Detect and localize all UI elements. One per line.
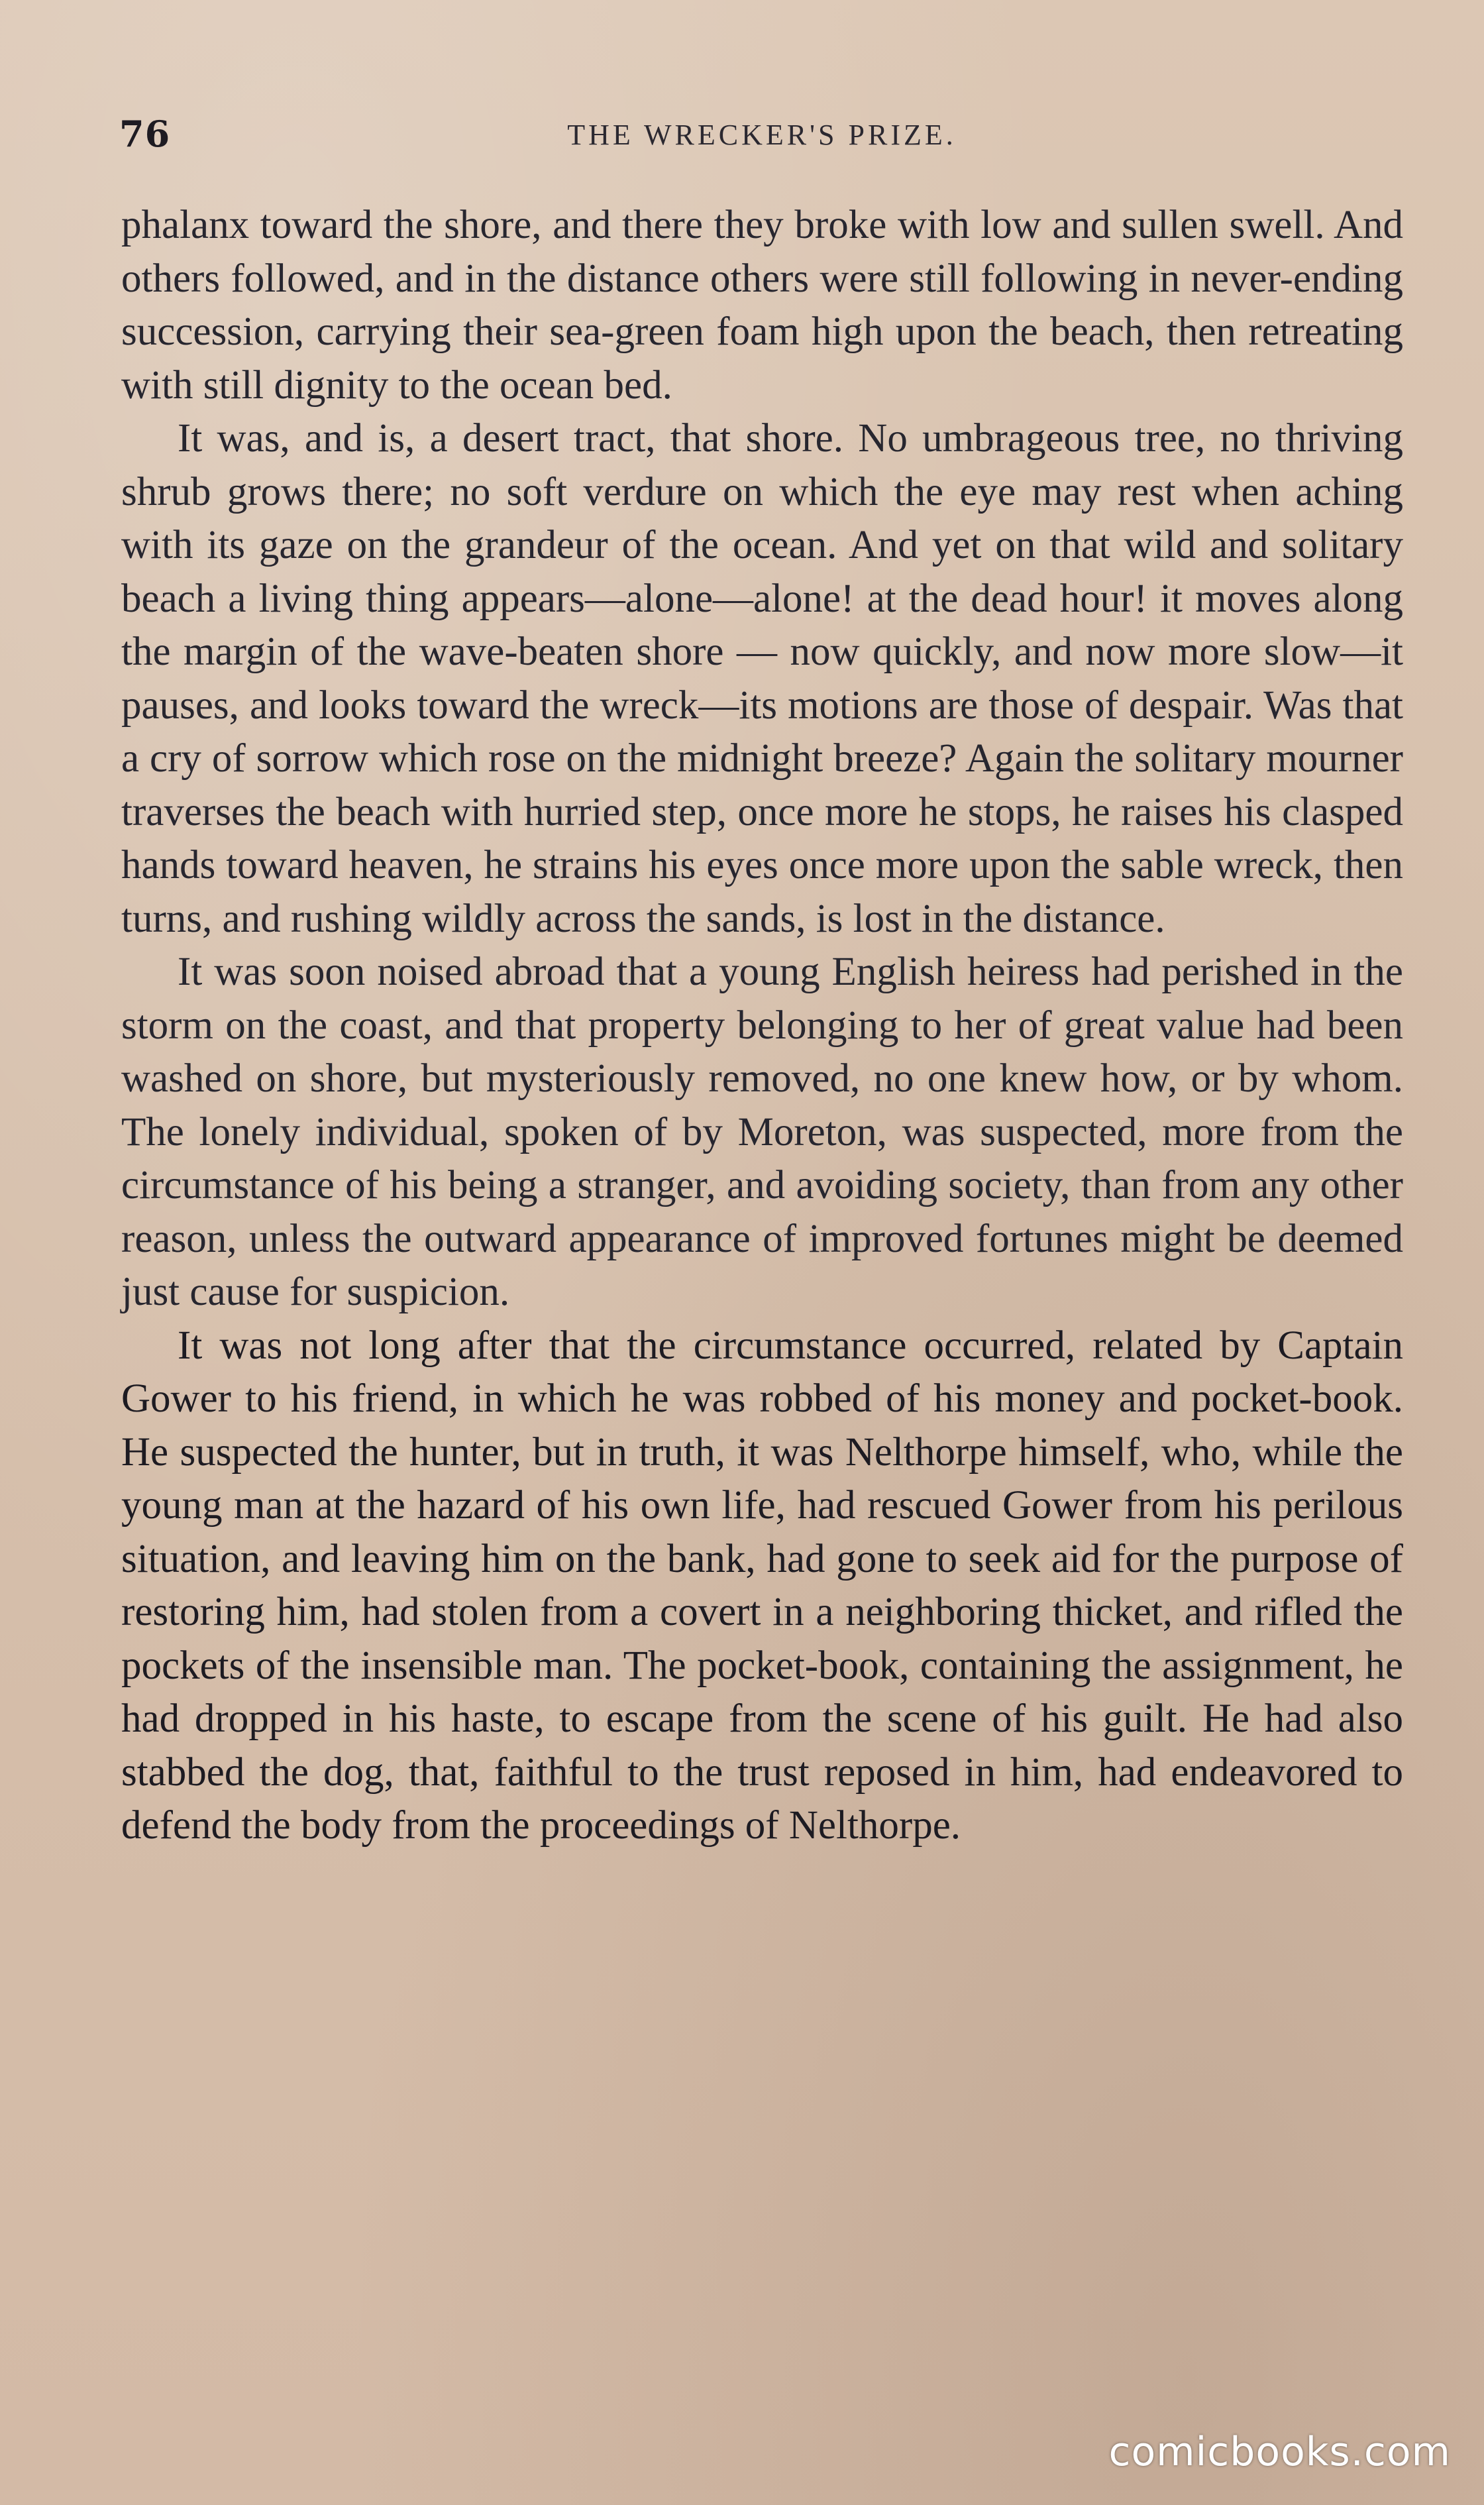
paragraph-desert-tract: It was, and is, a desert tract, that shore. No umbrageous tree, no thriving shrub grows there; no soft verdure on which the eye may rest when aching with its gaze on the grandeur of the ocean. And yet on that wild and solitary beach a living thing appears—alone—alone! at the dead hour! it moves along the margin of the wave-beaten shore — now quickly, and now more slow—it pauses, and looks toward the wreck—its motions are those of despair. Was that a cry of sorrow which rose on the midnight breeze? Again the solitary mourner traverses the beach with hurried step, once more he stops, he raises his clasped hands toward heaven, he strains his eyes once more upon the sable wreck, then turns, and rushing wildly across the sands, is lost in the distance.	[121, 416, 1403, 941]
running-head	[119, 113, 1404, 166]
paragraph-continuation: phalanx toward the shore, and there they broke with low and sullen swell. And others followed, and in the distance others were still following in never-ending succession, carrying their sea-green foam high upon the beach, then retreating with still dignity to the ocean bed.	[121, 203, 1403, 408]
body-text	[121, 199, 1403, 1853]
paragraph-captain-gower: It was not long after that the circumstance occurred, related by Captain Gower to his friend, in which he was robbed of his money and pocket-book. He suspected the hunter, but in truth, it was Nelthorpe himself, who, while the young man at the hazard of his own life, had rescued Gower from his perilous situation, and leaving him on the bank, had gone to seek aid for the purpose of restoring him, had stolen from a covert in a neighboring thicket, and rifled the pockets of the insensible man. The pocket-book, containing the assignment, he had dropped in his haste, to escape from the scene of his guilt. He had also stabbed the dog, that, faithful to the trust reposed in him, had endeavored to defend the body from the proceedings of Nelthorpe.	[121, 1323, 1403, 1848]
running-title: THE WRECKER'S PRIZE.	[567, 119, 957, 151]
page-number: 76	[119, 113, 171, 155]
watermark-text: comicbooks.com	[1108, 2429, 1451, 2475]
paragraph-english-heiress: It was soon noised abroad that a young English heiress had perished in the storm on the coast, and that property belonging to her of great value had been washed on shore, but mysteriously removed, no one knew how, or by whom. The lonely individual, spoken of by Moreton, was suspected, more from the circumstance of his being a stranger, and avoiding society, than from any other reason, unless the outward appearance of improved fortunes might be deemed just cause for suspicion.	[121, 950, 1403, 1314]
